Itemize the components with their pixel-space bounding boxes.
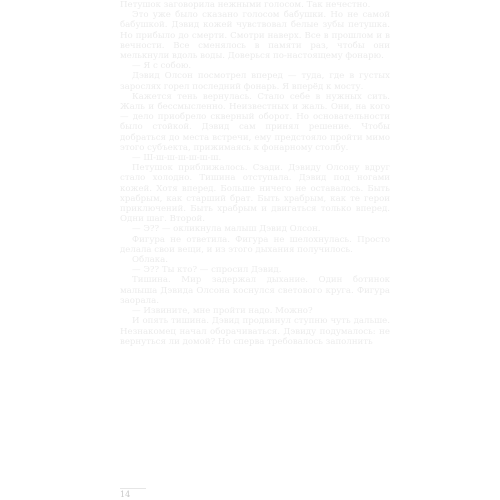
- page-number: 14: [120, 490, 131, 499]
- paragraph: Кажется тень вернулась. Стало себе в нужных сить. Жаль и бессмысленно. Неизвестных и жаль. Они, на кого — дело приобрело скверный оборот. Но основательности было стойкой. Дэвид сам принял решение. Чтобы добраться до места встречи, ему предстояло пройти мимо этого субъекта, прижимаясь к фонарному столбу.: [120, 91, 390, 153]
- paragraph: — Извините, мне пройти надо. Можно?: [132, 306, 313, 317]
- paragraph: — Э?? — окликнула малыш Дэвид Олсон.: [132, 224, 321, 235]
- paragraph: И опять тишина. Дэвид продвинул ступню чуть дальше. Незнакомец начал оборачиваться. Дэвиду подумалось: не вернуться ли домой? Но сперва требовалось заполнить: [120, 316, 390, 347]
- paragraph: Дэвид Олсон посмотрел вперед — туда, где в густых зарослях горел последний фонарь. Я вперёд к мосту.: [120, 71, 390, 92]
- paragraph: Облака.: [132, 255, 169, 266]
- paragraph: Тишина. Мир задержал дыхание. Один ботинок малыша Дэвида Олсона коснулся светового круга. Фигура заорала.: [120, 275, 390, 306]
- footer-rule: [120, 488, 146, 489]
- paragraph: — Я с собою.: [132, 61, 192, 72]
- paragraph: Фигура не ответила. Фигура не шелохнулась. Просто делала свои вещи, и из этого дыхания получилось.: [120, 234, 390, 255]
- paragraph: Петушок приближалось. Сзади. Дэвиду Олсону вдруг стало холодно. Тишина отступала. Дэвид под ногами кожей. Хотя вперед. Больше ничего не оставалось. Быть храбрым, как старший брат. Быть храбрым, как те герои приключений. Быть храбрым и двигаться только вперед. Одни шаг. Второй.: [120, 163, 390, 225]
- paragraph: — Э?? Ты кто? — спросил Дэвид.: [132, 265, 282, 276]
- body-text: [120, 0, 390, 347]
- paragraph: Это уже было сказано голосом бабушки. Но не самой бабушкой. Дэвид кожей чувствовал белые зубы петушка. Но прибыло до смерти. Смотри наверх. Все в прошлом и в вечности. Все сменялось в памяти раз, чтобы они мелькнули вдоль воды. Доверься по-настоящему фонарю.: [120, 10, 390, 62]
- paragraph: — Ш-ш-ш-ш-ш-ш-ш.: [132, 153, 222, 164]
- paragraph: Петушок заговорила нежными голосом. Так нечестно.: [120, 0, 371, 10]
